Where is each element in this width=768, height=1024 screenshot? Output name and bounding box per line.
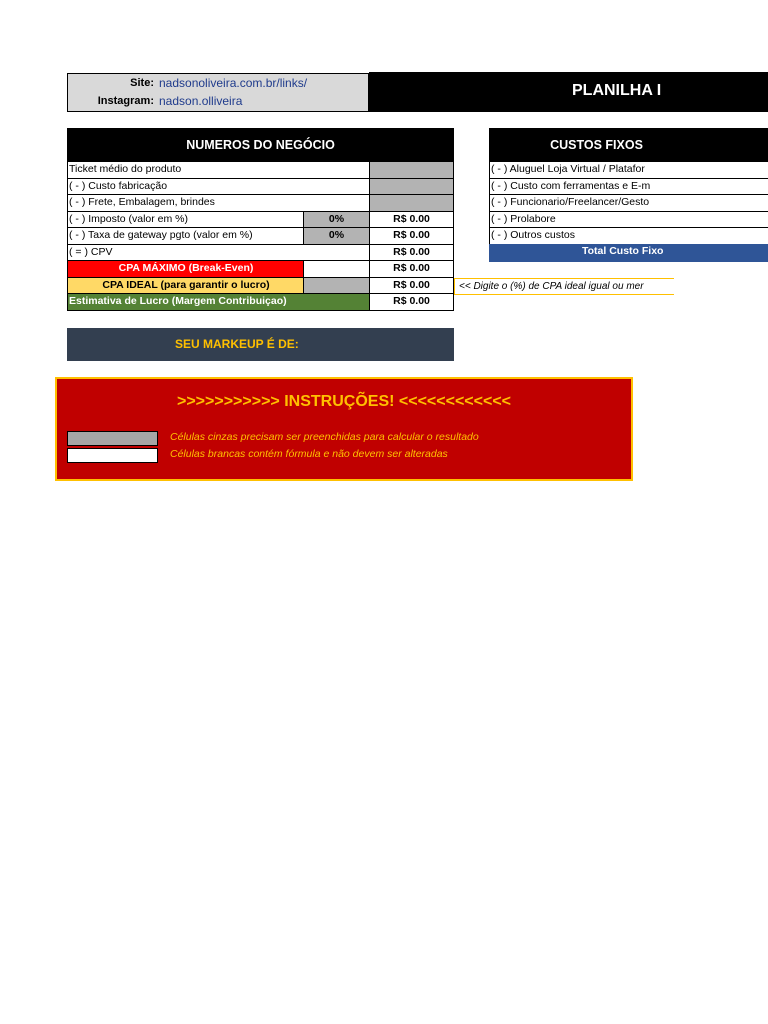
- value-output: R$ 0.00: [369, 212, 454, 229]
- negocio-title: NUMEROS DO NEGÓCIO: [186, 138, 335, 152]
- negocio-row: [67, 294, 454, 311]
- page-title: PLANILHA I: [572, 82, 662, 99]
- instagram-link[interactable]: nadson.olliveira: [159, 94, 243, 108]
- site-link[interactable]: nadsonoliveira.com.br/links/: [159, 76, 308, 90]
- value-input[interactable]: [369, 195, 454, 212]
- middle-input: [303, 261, 369, 278]
- header-info-box: [67, 73, 369, 112]
- gray-cell-instruction: Células cinzas precisam ser preenchidas para calcular o resultado: [170, 431, 479, 443]
- value-input[interactable]: [369, 179, 454, 196]
- negocio-row: [67, 179, 454, 196]
- value-output: R$ 0.00: [369, 278, 454, 295]
- value-output: R$ 0.00: [369, 245, 454, 262]
- title-bar: [369, 72, 768, 112]
- value-output: R$ 0.00: [369, 294, 454, 311]
- site-label: Site:: [130, 77, 154, 89]
- custos-total-label: Total Custo Fixo: [582, 245, 664, 257]
- negocio-row-label: ( - ) Imposto (valor em %): [67, 212, 303, 229]
- negocio-row: [67, 278, 454, 295]
- custos-title: CUSTOS FIXOS: [550, 138, 643, 152]
- custos-row-label: ( - ) Funcionario/Freelancer/Gesto: [489, 195, 768, 212]
- negocio-row-label: ( - ) Custo fabricação: [67, 179, 369, 196]
- markup-label: SEU MARKEUP É DE:: [175, 337, 299, 351]
- negocio-row: [67, 261, 454, 278]
- negocio-row: [67, 162, 454, 179]
- markup-bar: [67, 328, 454, 361]
- value-output: R$ 0.00: [369, 228, 454, 245]
- cpa-ideal-note: [454, 278, 674, 295]
- white-cell-swatch: [67, 448, 158, 463]
- middle-input[interactable]: [303, 278, 369, 295]
- percent-input[interactable]: 0%: [303, 212, 369, 229]
- negocio-row-label: Estimativa de Lucro (Margem Contribuiçao): [67, 294, 369, 311]
- negocio-row: [67, 212, 454, 229]
- instructions-title: >>>>>>>>>>> INSTRUÇÕES! <<<<<<<<<<<<: [176, 393, 512, 410]
- custos-row-label: ( - ) Prolabore: [489, 212, 768, 229]
- negocio-row-label: ( = ) CPV: [67, 245, 369, 262]
- custos-row-label: ( - ) Custo com ferramentas e E-m: [489, 179, 768, 196]
- cpa-ideal-note-text: << Digite o (%) de CPA ideal igual ou mer: [459, 281, 644, 292]
- negocio-row: [67, 245, 454, 262]
- negocio-row-label: ( - ) Frete, Embalagem, brindes: [67, 195, 369, 212]
- gray-cell-swatch: [67, 431, 158, 446]
- percent-input[interactable]: 0%: [303, 228, 369, 245]
- custos-total-bar: [489, 244, 768, 262]
- negocio-row-label: CPA MÁXIMO (Break-Even): [67, 261, 303, 278]
- negocio-row: [67, 228, 454, 245]
- negocio-row-label: Ticket médio do produto: [67, 162, 369, 179]
- instagram-label: Instagram:: [97, 95, 154, 107]
- white-cell-instruction: Células brancas contém fórmula e não devem ser alteradas: [170, 448, 448, 460]
- negocio-row: [67, 195, 454, 212]
- instructions-panel: [55, 377, 633, 481]
- negocio-header: [67, 128, 454, 162]
- negocio-row-label: ( - ) Taxa de gateway pgto (valor em %): [67, 228, 303, 245]
- negocio-row-label: CPA IDEAL (para garantir o lucro): [67, 278, 303, 295]
- value-output: R$ 0.00: [369, 261, 454, 278]
- custos-row-label: ( - ) Outros custos: [489, 228, 768, 245]
- custos-row-label: ( - ) Aluguel Loja Virtual / Platafor: [489, 162, 768, 179]
- custos-header: [489, 128, 768, 162]
- value-input[interactable]: [369, 162, 454, 179]
